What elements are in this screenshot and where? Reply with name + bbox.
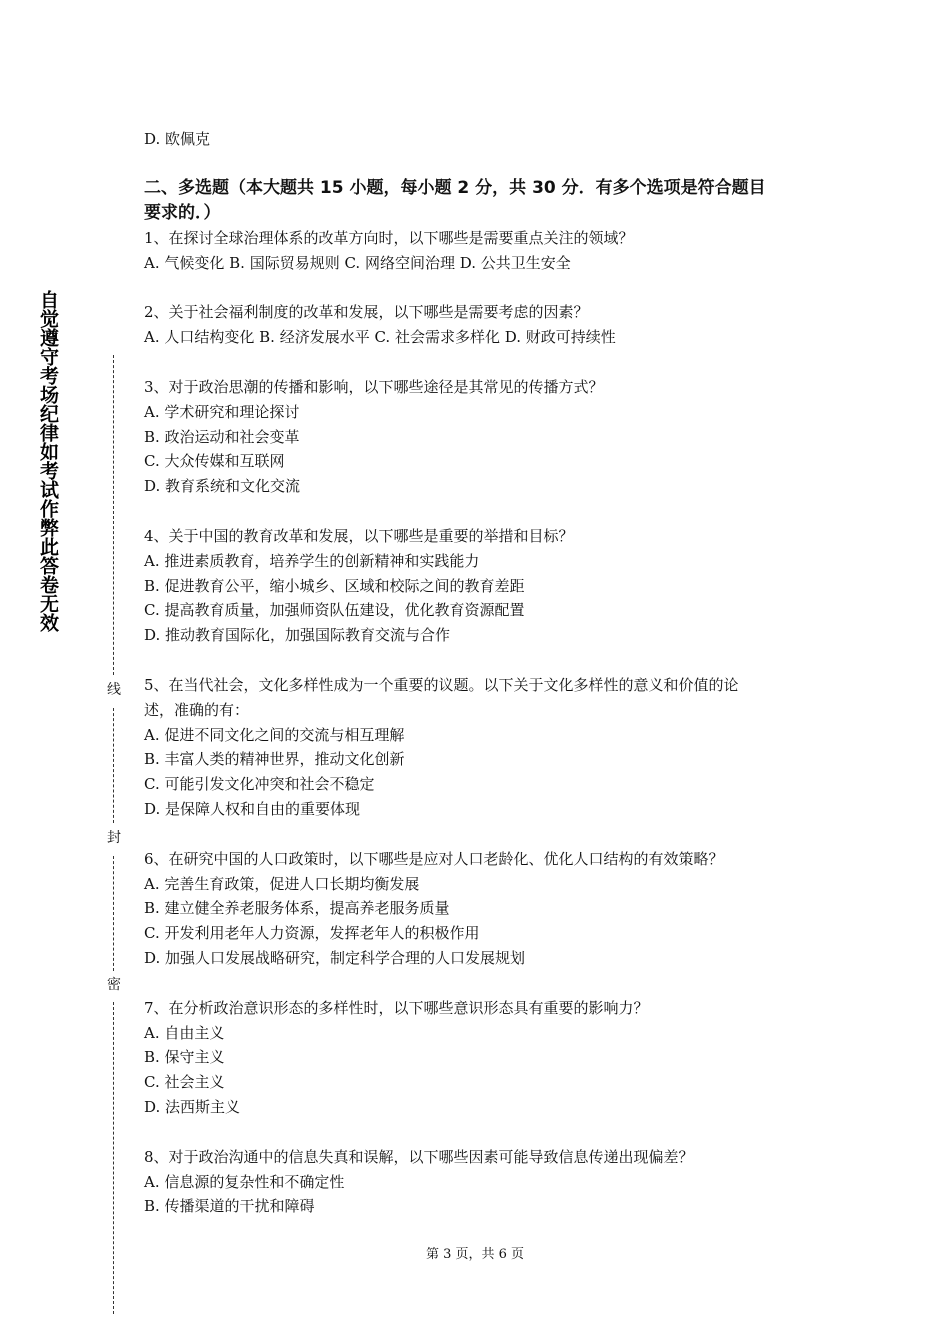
section-title: [144, 176, 810, 226]
option-b: B. 保守主义: [144, 1048, 225, 1067]
option-c: C. 开发利用老年人力资源，发挥老年人的积极作用: [144, 924, 480, 943]
binding-mark-secret: 密: [107, 977, 121, 993]
option-c: C. 可能引发文化冲突和社会不稳定: [144, 775, 375, 794]
question-7: [144, 996, 810, 1120]
binding-dashed-line: [113, 1002, 114, 1314]
question-stem: 1、在探讨全球治理体系的改革方向时，以下哪些是需要重点关注的领域？: [144, 228, 634, 247]
option-c: C. 大众传媒和互联网: [144, 452, 285, 471]
question-2: [144, 300, 810, 350]
option-d: D. 推动教育国际化，加强国际教育交流与合作: [144, 626, 451, 645]
question-1: [144, 226, 810, 276]
question-stem: 4、关于中国的教育改革和发展，以下哪些是重要的举措和目标？: [144, 526, 574, 545]
exam-content: [144, 127, 810, 1219]
page-number: 第 3 页，共 6 页: [425, 1247, 525, 1262]
option-b: B. 政治运动和社会变革: [144, 427, 300, 446]
question-options: A. 人口结构变化 B. 经济发展水平 C. 社会需求多样化 D. 财政可持续性: [144, 328, 616, 347]
question-options: A. 气候变化 B. 国际贸易规则 C. 网络空间治理 D. 公共卫生安全: [144, 253, 571, 272]
question-stem: 7、在分析政治意识形态的多样性时，以下哪些意识形态具有重要的影响力？: [144, 998, 649, 1017]
question-stem-line-2: 述，准确的有：: [144, 700, 250, 719]
question-stem: 8、对于政治沟通中的信息失真和误解，以下哪些因素可能导致信息传递出现偏差？: [144, 1147, 694, 1166]
question-stem: 6、在研究中国的人口政策时，以下哪些是应对人口老龄化、优化人口结构的有效策略？: [144, 849, 724, 868]
section-title-line-1: 二、多选题（本大题共 15 小题，每小题 2 分，共 30 分．有多个选项是符合题目: [144, 177, 766, 198]
option-a: A. 学术研究和理论探讨: [144, 402, 300, 421]
binding-dashed-line: [113, 708, 114, 823]
binding-mark-seal: 封: [107, 830, 121, 846]
option-a: A. 信息源的复杂性和不确定性: [144, 1172, 345, 1191]
option-a: A. 推进素质教育，培养学生的创新精神和实践能力: [144, 551, 480, 570]
binding-dashed-line: [113, 355, 114, 675]
option-d: D. 是保障人权和自由的重要体现: [144, 799, 361, 818]
question-8: [144, 1145, 810, 1219]
option-d: D. 加强人口发展战略研究，制定科学合理的人口发展规划: [144, 948, 526, 967]
option-a: A. 促进不同文化之间的交流与相互理解: [144, 725, 405, 744]
option-b: B. 建立健全养老服务体系，提高养老服务质量: [144, 899, 450, 918]
option-d-prev: D. 欧佩克: [144, 130, 211, 148]
option-c: C. 提高教育质量，加强师资队伍建设，优化教育资源配置: [144, 601, 525, 620]
question-6: [144, 847, 810, 971]
question-stem: 2、关于社会福利制度的改革和发展，以下哪些是需要考虑的因素？: [144, 303, 589, 322]
question-4: [144, 524, 810, 648]
option-d: D. 教育系统和文化交流: [144, 477, 301, 496]
exam-discipline-warning: 自觉遵守考场纪律如考试作弊此答卷无效: [37, 290, 59, 632]
question-3: [144, 375, 810, 499]
option-a: A. 自由主义: [144, 1023, 225, 1042]
option-a: A. 完善生育政策，促进人口长期均衡发展: [144, 874, 420, 893]
binding-mark-line: 线: [107, 682, 121, 698]
option-b: B. 丰富人类的精神世界，推动文化创新: [144, 750, 405, 769]
option-d: D. 法西斯主义: [144, 1097, 241, 1116]
option-c: C. 社会主义: [144, 1073, 225, 1092]
binding-dashed-line: [113, 856, 114, 971]
question-stem: 3、对于政治思潮的传播和影响，以下哪些途径是其常见的传播方式？: [144, 377, 604, 396]
section-title-line-2: 要求的．）: [144, 202, 221, 223]
question-5: [144, 673, 810, 822]
question-stem-line-1: 5、在当代社会，文化多样性成为一个重要的议题。以下关于文化多样性的意义和价值的论: [144, 675, 739, 694]
option-b: B. 促进教育公平，缩小城乡、区域和校际之间的教育差距: [144, 576, 525, 595]
option-b: B. 传播渠道的干扰和障碍: [144, 1197, 315, 1216]
